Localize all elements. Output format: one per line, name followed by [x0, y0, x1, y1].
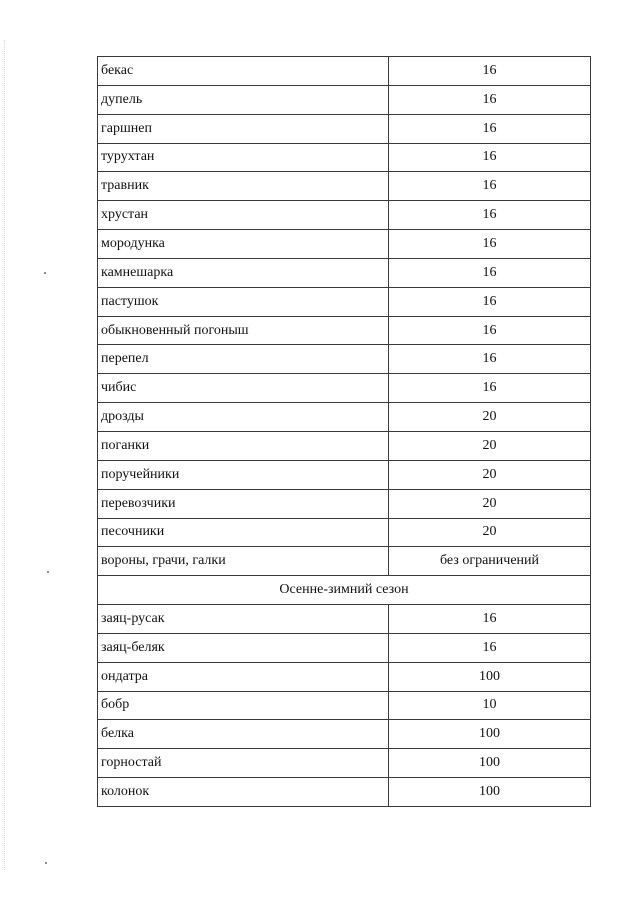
quota-value-cell: 16	[389, 345, 591, 374]
species-name-cell: перепел	[98, 345, 389, 374]
table-row	[98, 633, 591, 662]
species-name-cell: гаршнеп	[98, 114, 389, 143]
species-name-cell: белка	[98, 720, 389, 749]
hunting-quota-table	[97, 56, 591, 807]
table-row	[98, 691, 591, 720]
table-row	[98, 749, 591, 778]
season-header-row	[98, 576, 591, 605]
species-name-cell: горностай	[98, 749, 389, 778]
table-row	[98, 431, 591, 460]
species-name-cell: перевозчики	[98, 489, 389, 518]
quota-value-cell: 10	[389, 691, 591, 720]
quota-value-cell: 100	[389, 749, 591, 778]
quota-value-cell: без ограничений	[389, 547, 591, 576]
quota-value-cell: 100	[389, 720, 591, 749]
quota-value-cell: 16	[389, 316, 591, 345]
table-row	[98, 172, 591, 201]
table-row	[98, 201, 591, 230]
table-row	[98, 143, 591, 172]
table-row	[98, 230, 591, 259]
species-name-cell: хрустан	[98, 201, 389, 230]
table-row	[98, 403, 591, 432]
table-row	[98, 374, 591, 403]
table-row	[98, 489, 591, 518]
scan-speck	[44, 272, 46, 274]
quota-value-cell: 20	[389, 460, 591, 489]
table-row	[98, 720, 591, 749]
species-name-cell: заяц-беляк	[98, 633, 389, 662]
table-row	[98, 605, 591, 634]
scan-speck	[47, 571, 49, 573]
table-row	[98, 547, 591, 576]
scan-edge-marks	[4, 40, 6, 870]
species-name-cell: турухтан	[98, 143, 389, 172]
quota-value-cell: 16	[389, 143, 591, 172]
table-row	[98, 57, 591, 86]
table-row	[98, 345, 591, 374]
species-name-cell: ондатра	[98, 662, 389, 691]
quota-value-cell: 100	[389, 662, 591, 691]
species-name-cell: заяц-русак	[98, 605, 389, 634]
quota-value-cell: 16	[389, 633, 591, 662]
species-name-cell: чибис	[98, 374, 389, 403]
species-name-cell: поганки	[98, 431, 389, 460]
species-name-cell: дрозды	[98, 403, 389, 432]
species-name-cell: камнешарка	[98, 258, 389, 287]
quota-value-cell: 16	[389, 85, 591, 114]
quota-value-cell: 16	[389, 172, 591, 201]
table-row	[98, 778, 591, 807]
table-row	[98, 460, 591, 489]
species-name-cell: обыкновенный погоныш	[98, 316, 389, 345]
species-name-cell: травник	[98, 172, 389, 201]
quota-value-cell: 20	[389, 403, 591, 432]
quota-value-cell: 16	[389, 230, 591, 259]
table-row	[98, 114, 591, 143]
season-header: Осенне-зимний сезон	[98, 576, 591, 605]
table-row	[98, 258, 591, 287]
quota-value-cell: 20	[389, 518, 591, 547]
quota-value-cell: 16	[389, 258, 591, 287]
quota-value-cell: 20	[389, 489, 591, 518]
species-name-cell: бобр	[98, 691, 389, 720]
scan-speck	[45, 862, 47, 864]
species-name-cell: поручейники	[98, 460, 389, 489]
species-name-cell: пастушок	[98, 287, 389, 316]
quota-value-cell: 16	[389, 287, 591, 316]
table-row	[98, 85, 591, 114]
quota-value-cell: 16	[389, 374, 591, 403]
quota-value-cell: 16	[389, 114, 591, 143]
species-name-cell: вороны, грачи, галки	[98, 547, 389, 576]
species-name-cell: дупель	[98, 85, 389, 114]
quota-table-body	[98, 57, 591, 807]
quota-value-cell: 16	[389, 57, 591, 86]
quota-value-cell: 16	[389, 605, 591, 634]
quota-value-cell: 16	[389, 201, 591, 230]
species-name-cell: песочники	[98, 518, 389, 547]
table-row	[98, 287, 591, 316]
species-name-cell: мородунка	[98, 230, 389, 259]
quota-value-cell: 20	[389, 431, 591, 460]
species-name-cell: колонок	[98, 778, 389, 807]
quota-value-cell: 100	[389, 778, 591, 807]
table-row	[98, 316, 591, 345]
table-row	[98, 518, 591, 547]
species-name-cell: бекас	[98, 57, 389, 86]
table-row	[98, 662, 591, 691]
